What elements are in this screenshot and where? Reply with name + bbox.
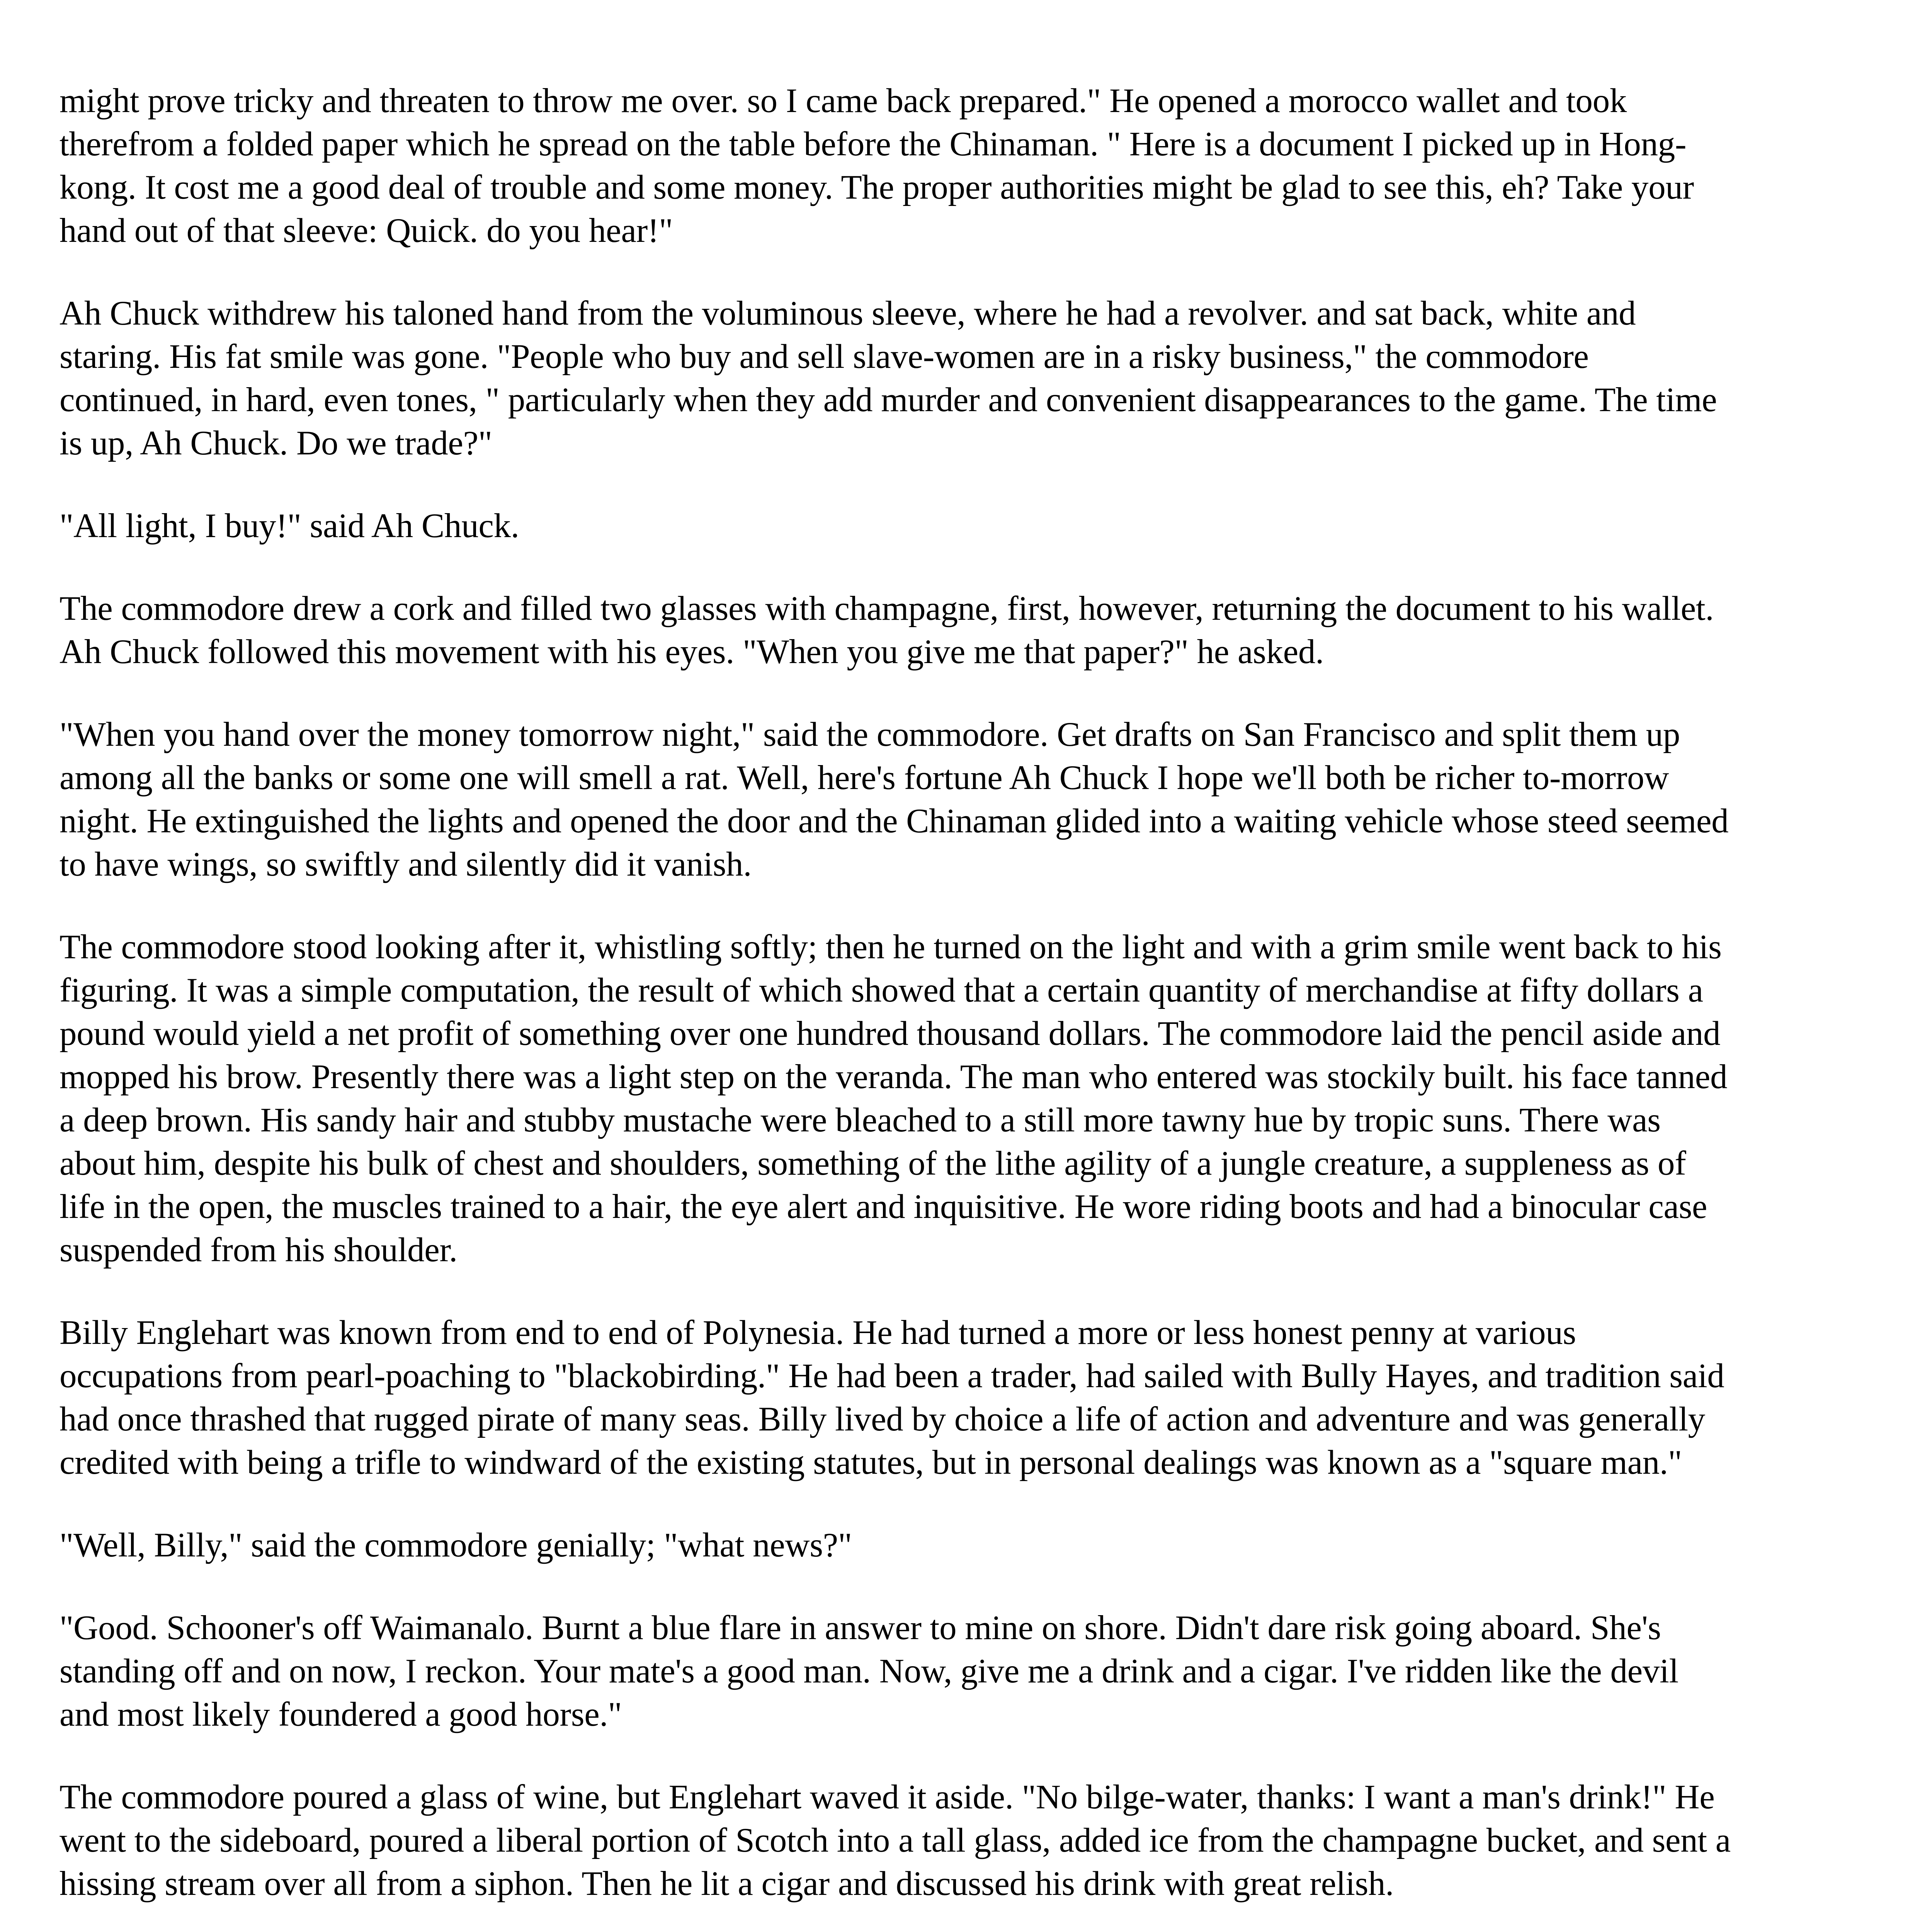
paragraph-7: Billy Englehart was known from end to end of Polynesia. He had turned a more or less honest penny at various occupations from pearl-poaching to "blackobirding." He had been a trader, had sailed with Bully Hayes, and tradition said had once thrashed that rugged pirate of many seas. Billy lived by choice a life of action and adventure and was generally credited with being a trifle to windward of the existing statutes, but in personal dealings was known as a "square man." (60, 1314, 1725, 1481)
paragraph-8: "Well, Billy," said the commodore genially; "what news?" (60, 1526, 852, 1564)
paragraph-4: The commodore drew a cork and filled two glasses with champagne, first, however, returning the document to his wallet. Ah Chuck followed this movement with his eyes. "When you give me that paper?" he asked. (60, 590, 1714, 671)
paragraph-10: The commodore poured a glass of wine, but Englehart waved it aside. "No bilge-water, thanks: I want a man's drink!" He went to the sideboard, poured a liberal portion of Scotch into a tall glass, added ice from the champagne bucket, and sent a hissing stream over all from a siphon. Then he lit a cigar and discussed his drink with great relish. (60, 1778, 1731, 1903)
paragraph-3: "All light, I buy!" said Ah Chuck. (60, 507, 519, 545)
paragraph-5: "When you hand over the money tomorrow night," said the commodore. Get drafts on San Francisco and split them up among all the banks or some one will smell a rat. Well, here's fortune Ah Chuck I hope we'll both be richer to-morrow night. He extinguished the lights and opened the door and the Chinaman glided into a waiting vehicle whose steed seemed to have wings, so swiftly and silently did it vanish. (60, 716, 1729, 883)
paragraph-6: The commodore stood looking after it, whistling softly; then he turned on the light and with a grim smile went back to his figuring. It was a simple computation, the result of which showed that a certain quantity of merchandise at fifty dollars a pound would yield a net profit of something over one hundred thousand dollars. The commodore laid the pencil aside and mopped his brow. Presently there was a light step on the veranda. The man who entered was stockily built. his face tanned a deep brown. His sandy hair and stubby mustache were bleached to a still more tawny hue by tropic suns. There was about him, despite his bulk of chest and shoulders, something of the lithe agility of a jungle creature, a suppleness as of life in the open, the muscles trained to a hair, the eye alert and inquisitive. He wore riding boots and had a binocular case suspended from his shoulder. (60, 928, 1728, 1269)
paragraph-2: Ah Chuck withdrew his taloned hand from the voluminous sleeve, where he had a revolver. and sat back, white and staring. His fat smile was gone. "People who buy and sell slave-women are in a risky business," the commodore continued, in hard, even tones, " particularly when they add murder and convenient disappearances to the game. The time is up, Ah Chuck. Do we trade?" (60, 294, 1717, 462)
paragraph-1: might prove tricky and threaten to throw me over. so I came back prepared." He opened a morocco wallet and took therefrom a folded paper which he spread on the table before the Chinaman. " Here is a document I picked up in Hong-kong. It cost me a good deal of trouble and some money. The proper authorities might be glad to see this, eh? Take your hand out of that sleeve: Quick. do you hear!" (60, 82, 1694, 250)
paragraph-9: "Good. Schooner's off Waimanalo. Burnt a blue flare in answer to mine on shore. Didn't dare risk going aboard. She's standing off and on now, I reckon. Your mate's a good man. Now, give me a drink and a cigar. I've ridden like the devil and most likely foundered a good horse." (60, 1609, 1679, 1733)
document-page (60, 79, 1733, 1932)
